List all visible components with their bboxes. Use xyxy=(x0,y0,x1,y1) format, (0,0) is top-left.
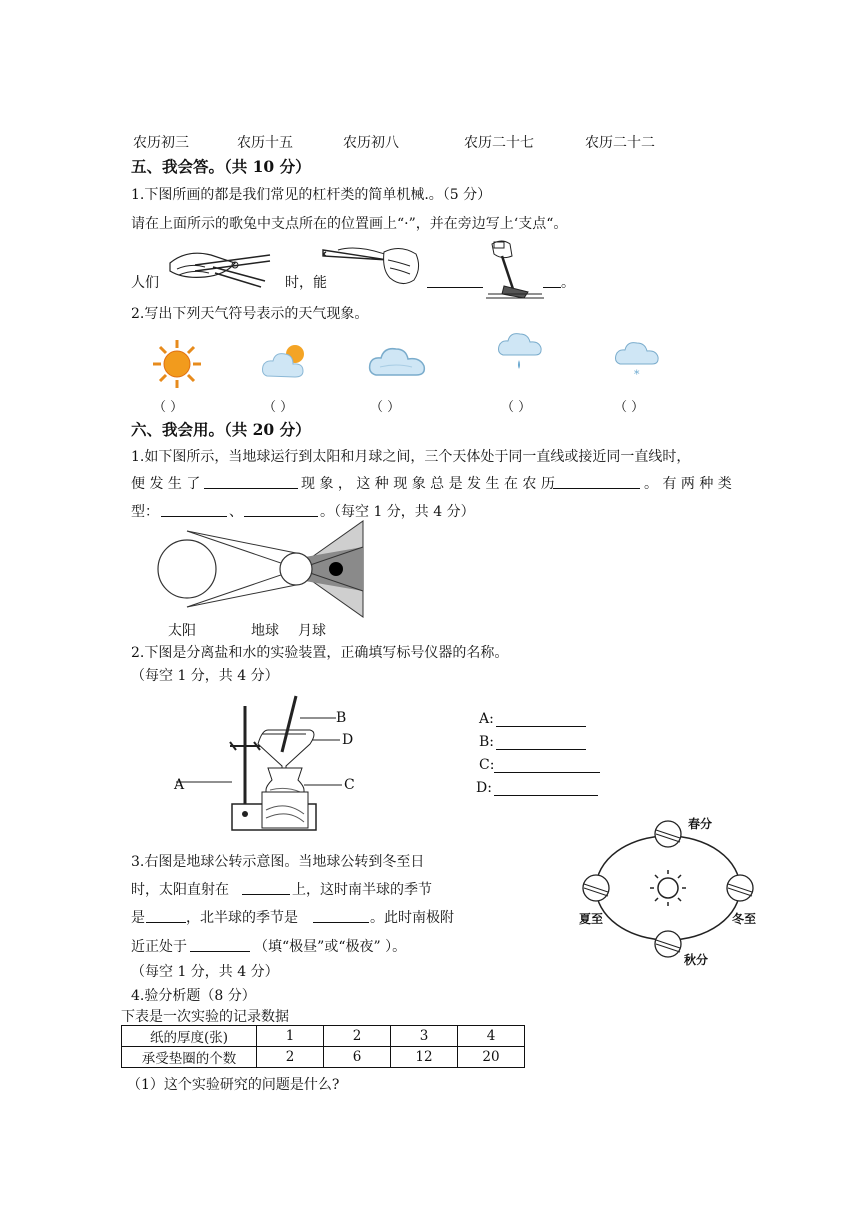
s6-q3-blank-latitude[interactable] xyxy=(242,881,290,895)
s5-q1-answer-blank-2[interactable] xyxy=(543,274,561,288)
table-cell: 20 xyxy=(458,1047,525,1068)
apparatus-label-d: D xyxy=(342,732,354,748)
lunar-label-2: 农历十五 xyxy=(237,135,293,151)
s6-q3-blank-south-season[interactable] xyxy=(146,909,186,923)
lunar-label-4: 农历二十七 xyxy=(464,135,534,151)
earth-orbit-diagram xyxy=(578,810,758,972)
table-cell: 2 xyxy=(324,1026,391,1047)
s6-q1-line1: 1.如下图所示，当地球运行到太阳和月球之间，三个天体处于同一直线或接近同一直线时， xyxy=(131,449,691,465)
weather-answer-2[interactable]: （ ） xyxy=(263,400,294,415)
s6-q3-line3a: 是 xyxy=(131,910,145,926)
filtration-apparatus-diagram xyxy=(170,690,360,835)
weather-answer-3[interactable]: （ ） xyxy=(370,400,401,415)
section5-heading: 五、我会答。（共 10 分） xyxy=(131,157,311,176)
s6-q1-blank-type1[interactable] xyxy=(161,503,227,517)
apparatus-answer-d[interactable] xyxy=(494,782,598,796)
table-cell: 3 xyxy=(391,1026,458,1047)
s5-question-1: 1.下图所画的都是我们常见的杠杆类的简单机械.。（5 分） xyxy=(131,187,492,203)
s6-q1-blank-type2[interactable] xyxy=(244,503,318,517)
s5-q1-instruction: 请在上面所示的歌兔中支点所在的位置画上“·”，并在旁边写上‘支点“。 xyxy=(131,216,568,232)
apparatus-answer-label-d: D: xyxy=(476,780,492,796)
weather-answer-1[interactable]: （ ） xyxy=(153,400,184,415)
partly-cloudy-icon xyxy=(259,340,315,384)
s5-q1-fill-b: 时，能 xyxy=(285,275,327,291)
moon-circle xyxy=(329,562,343,576)
s6-q1-line2a: 便 发 生 了 xyxy=(131,476,201,492)
svg-text:*: * xyxy=(634,368,640,381)
lunar-label-5: 农历二十二 xyxy=(585,135,655,151)
s6-q1-line2c: 。 有 两 种 类 xyxy=(644,476,732,492)
sun-circle xyxy=(158,540,216,598)
table-cell: 1 xyxy=(257,1026,324,1047)
table-cell: 2 xyxy=(257,1047,324,1068)
experiment-data-table xyxy=(121,1025,525,1068)
table-cell: 4 xyxy=(458,1026,525,1047)
s6-q2-score: （每空 1 分，共 4 分） xyxy=(131,668,279,684)
s6-q1-blank-lunar[interactable] xyxy=(553,475,640,489)
s6-q3-line2a: 时，太阳直射在 xyxy=(131,882,229,898)
s6-question-4: 4.验分析题（8 分） xyxy=(131,988,256,1004)
s6-q3-line1: 3.右图是地球公转示意图。当地球公转到冬至日 xyxy=(131,854,425,870)
lunar-label-1: 农历初三 xyxy=(133,135,189,151)
apparatus-answer-label-b: B: xyxy=(479,734,495,750)
apparatus-answer-a[interactable] xyxy=(496,713,586,727)
s6-q3-line3c: 。此时南极附 xyxy=(370,910,454,926)
s6-q3-score: （每空 1 分，共 4 分） xyxy=(131,964,279,980)
sun-icon xyxy=(658,878,678,898)
table-row-label: 承受垫圈的个数 xyxy=(122,1047,257,1068)
lunar-eclipse-diagram xyxy=(155,519,367,619)
apparatus-label-c: C xyxy=(344,777,355,793)
s5-q1-fill-a: 人们 xyxy=(131,275,159,291)
eclipse-label-moon: 月球 xyxy=(298,623,326,639)
apparatus-answer-label-c: C: xyxy=(479,757,495,773)
table-row-label: 纸的厚度(张) xyxy=(122,1026,257,1047)
snow-icon xyxy=(612,334,664,382)
light-rain-icon xyxy=(495,325,545,375)
apparatus-answer-b[interactable] xyxy=(496,736,586,750)
table-cell: 6 xyxy=(324,1047,391,1068)
eclipse-label-sun: 太阳 xyxy=(168,623,196,639)
table-cell: 12 xyxy=(391,1047,458,1068)
s6-q1-blank-phenomenon[interactable] xyxy=(204,475,298,489)
s5-q1-fill-end: 。 xyxy=(561,275,575,291)
weather-answer-4[interactable]: （ ） xyxy=(501,400,532,415)
s6-q4-description: 下表是一次实验的记录数据 xyxy=(121,1009,289,1025)
orbit-label-summer: 夏至 xyxy=(579,912,604,926)
s6-q1-line3b: 、 xyxy=(229,504,243,520)
tongs-hand-image xyxy=(318,238,424,290)
cloudy-icon xyxy=(366,337,432,383)
earth-circle xyxy=(280,553,312,585)
weather-answer-5[interactable]: （ ） xyxy=(614,400,645,415)
orbit-label-spring: 春分 xyxy=(688,817,713,831)
s6-q4-subquestion-1: （1）这个实验研究的问题是什么? xyxy=(127,1077,340,1093)
s6-q1-line3c: 。（每空 1 分，共 4 分） xyxy=(320,504,475,520)
table-row xyxy=(122,1026,525,1047)
apparatus-answer-c[interactable] xyxy=(494,759,600,773)
orbit-label-winter: 冬至 xyxy=(732,912,757,926)
s6-question-2: 2.下图是分离盐和水的实验装置，正确填写标号仪器的名称。 xyxy=(131,645,509,661)
s6-q1-line3a: 型： xyxy=(131,504,159,520)
apparatus-answer-label-a: A: xyxy=(479,711,494,727)
pliers-hand-image xyxy=(165,241,275,293)
s6-q3-line4b: （填“极昼”或“极夜” ）。 xyxy=(254,939,407,955)
orbit-label-autumn: 秋分 xyxy=(684,953,709,967)
hammer-hand-image xyxy=(484,236,546,300)
section6-heading: 六、我会用。（共 20 分） xyxy=(131,420,311,439)
s6-q3-line4a: 近正处于 xyxy=(131,939,187,955)
s6-q3-blank-north-season[interactable] xyxy=(313,909,369,923)
lunar-label-3: 农历初八 xyxy=(343,135,399,151)
table-row xyxy=(122,1047,525,1068)
s5-question-2: 2.写出下列天气符号表示的天气现象。 xyxy=(131,306,369,322)
s6-q3-line3b: ，北半球的季节是 xyxy=(186,910,298,926)
s6-q1-line2b: 现 象 ， 这 种 现 象 总 是 发 生 在 农 历 xyxy=(301,476,555,492)
apparatus-label-b: B xyxy=(336,710,347,726)
s6-q3-line2b: 上，这时南半球的季节 xyxy=(292,882,432,898)
apparatus-label-a: A xyxy=(174,777,185,793)
eclipse-label-earth: 地球 xyxy=(251,623,279,639)
sun-icon xyxy=(145,338,209,390)
s6-q3-blank-polar[interactable] xyxy=(190,938,250,952)
s5-q1-answer-blank-1[interactable] xyxy=(427,274,483,288)
